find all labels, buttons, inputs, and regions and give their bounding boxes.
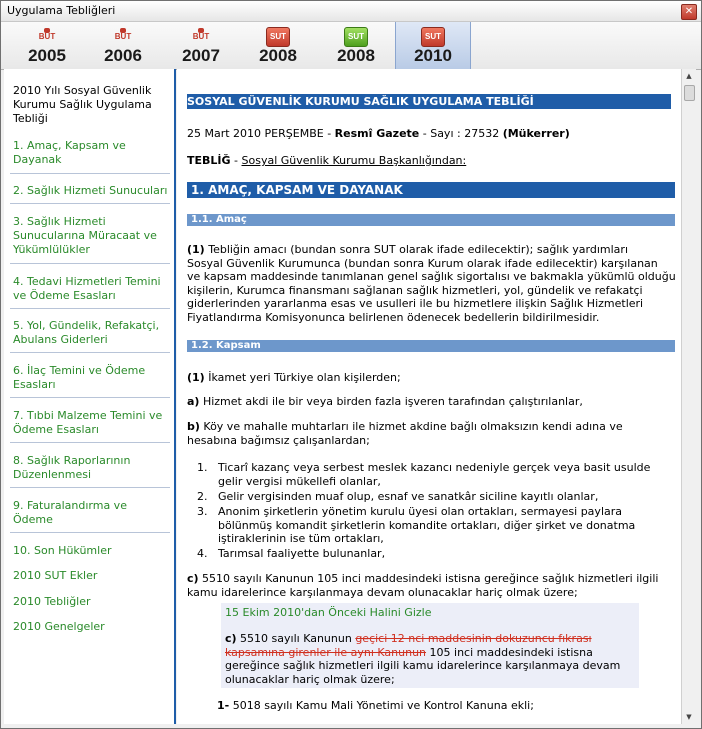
document-view — [177, 69, 681, 724]
list-item-line: Ticarî kazanç veya serbest meslek kazancı nedeniyle gerçek veya basit usulde — [218, 461, 651, 474]
old-item-c — [225, 632, 620, 686]
amac-paragraph — [187, 243, 676, 324]
list-item-line: iştiraklerinin ise tüm ortakları, — [218, 532, 384, 545]
list-item — [218, 547, 385, 561]
item-b — [187, 420, 623, 447]
item-b-line-1 — [187, 420, 623, 434]
teblig-dash: - — [230, 154, 242, 167]
tab-year-label: 2008 — [337, 46, 375, 65]
divider — [10, 487, 170, 488]
amac-line-5: giderlerinden yararlanma esas ve usulleri ile bu hizmetlere ilişkin Sağlık Hizmetleri — [187, 297, 644, 310]
sidebar-item-hizmet-sunuculari[interactable]: 2. Sağlık Hizmeti Sunucuları — [13, 184, 168, 197]
mukerrer-tag: (Mükerrer) — [502, 127, 570, 140]
old-text: 105 inci maddesindeki istisna — [426, 645, 593, 659]
close-button[interactable]: ✕ — [681, 4, 697, 20]
tab-year-label: 2008 — [259, 46, 297, 65]
item-b-text: Köy ve mahalle muhtarları ile hizmet akdine bağlı olmaksızın kendi adına ve — [199, 420, 623, 433]
window-title: Uygulama Tebliğleri — [7, 4, 116, 17]
amac-line-4: kişilerin, Kurumca finansmanı sağlanan sağlık hizmetleri, yol, gündelik ve refakatçi — [187, 283, 643, 297]
old-line-3: gereğince sağlık hizmetleri ilgili kamu idarelerince karşılanmaya devam — [225, 659, 621, 672]
sub-item-text: 5018 sayılı Kamu Mali Yönetimi ve Kontrol Kanuna ekli; — [229, 699, 534, 712]
tab-2010[interactable] — [395, 22, 471, 69]
scroll-up-icon[interactable]: ▲ — [686, 72, 692, 80]
sidebar-item-saglik-raporlari[interactable]: 8. Sağlık Raporlarının Düzenlenmesi — [13, 454, 131, 481]
sidebar-item-genelgeler[interactable]: 2010 Genelgeler — [13, 620, 105, 633]
sidebar — [4, 69, 176, 724]
sidebar-item-son-hukumler[interactable]: 10. Son Hükümler — [13, 544, 112, 557]
section-heading: 1. AMAÇ, KAPSAM VE DAYANAK — [187, 182, 675, 198]
tab-year-label: 2007 — [182, 46, 220, 65]
tab-year-label: 2005 — [28, 46, 66, 65]
list-item-line: bölünmüş komandit şirketlerin komandite ortakları, diğer şirket ve donatma — [218, 518, 636, 532]
document-title-text: SOSYAL GÜVENLİK KURUMU SAĞLIK UYGULAMA TEBLİĞİ — [187, 95, 534, 108]
teblig-issuer: Sosyal Güvenlik Kurumu Başkanlığından: — [241, 154, 467, 167]
sidebar-item-yol-gundelik[interactable]: 5. Yol, Gündelik, Refakatçi, Abulans Giderleri — [13, 319, 160, 346]
item-c — [187, 572, 658, 599]
list-item — [218, 505, 635, 546]
sidebar-item-tedavi[interactable]: 4. Tedavi Hizmetleri Temini ve Ödeme Esasları — [13, 275, 161, 302]
item-label: c) — [225, 632, 237, 645]
but-badge-icon — [35, 28, 59, 44]
deleted-text: kapsamına girenler ile aynı Kanunun — [225, 645, 427, 659]
gazette-name: Resmî Gazete — [334, 127, 420, 140]
old-text: 5510 sayılı Kanunun — [236, 632, 356, 645]
tab-year-label: 2006 — [104, 46, 142, 65]
tab-2005[interactable] — [10, 22, 84, 69]
amac-text: Tebliğin amacı (bundan sonra SUT olarak ifade edilecektir); sağlık yardımları — [204, 243, 628, 256]
item-a — [187, 395, 583, 409]
previous-version-box — [221, 603, 639, 688]
divider — [10, 352, 170, 353]
but-badge-icon — [189, 28, 213, 44]
subsection-amac: 1.1. Amaç — [187, 214, 675, 226]
item-label: c) — [187, 572, 199, 585]
list-number: 2. — [197, 490, 208, 503]
teblig-line — [187, 154, 466, 168]
deleted-text: geçici 12 nci maddesinin dokuzuncu fıkrası — [355, 632, 592, 645]
sut-badge-icon: SUT — [421, 27, 445, 47]
tab-year-label: 2010 — [414, 46, 452, 65]
sidebar-item-amac[interactable]: 1. Amaç, Kapsam ve Dayanak — [13, 139, 126, 166]
divider — [10, 203, 170, 204]
sub-item-1 — [217, 699, 534, 713]
title-bar — [1, 1, 701, 22]
amac-line-3: ve kapsam maddesinde tanımlanan genel sağlık sigortalısı ve bakmakla yükümlü olduğu — [187, 270, 676, 283]
document-title — [187, 94, 671, 109]
divider — [10, 263, 170, 264]
old-line-1 — [225, 632, 620, 646]
sidebar-item-faturalandirma[interactable]: 9. Faturalandırma ve Ödeme — [13, 499, 127, 526]
list-item-line: Tarımsal faaliyette bulunanlar, — [218, 547, 386, 560]
list-number: 4. — [197, 547, 208, 560]
sidebar-item-ilac[interactable]: 6. İlaç Temini ve Ödeme Esasları — [13, 364, 146, 391]
tab-2008-sut[interactable] — [241, 22, 315, 69]
divider — [10, 397, 170, 398]
item-c-text: 5510 sayılı Kanunun 105 inci maddesindeki istisna gereğince sağlık hizmetleri ilgili — [198, 572, 659, 585]
list-item-line: Gelir vergisinden muaf olup, esnaf ve sanatkâr siciline kayıtlı olanlar, — [218, 490, 599, 503]
paragraph-number: (1) — [187, 371, 205, 384]
sidebar-item-ekler[interactable]: 2010 SUT Ekler — [13, 569, 98, 582]
old-line-4: olunacaklar hariç olmak üzere; — [225, 672, 395, 686]
list-number: 1. — [197, 461, 208, 474]
amac-line-6: Fiyatlandırma Komisyonunca belirlenen ödenecek bedellerin bildirilmesidir. — [187, 310, 600, 324]
badge-label: BÜT — [114, 32, 132, 41]
sidebar-item-tibbi-malzeme[interactable]: 7. Tıbbi Malzeme Temini ve Ödeme Esasları — [13, 409, 163, 436]
divider — [10, 308, 170, 309]
list-item — [218, 461, 650, 488]
divider — [10, 442, 170, 443]
paragraph-number: (1) — [187, 243, 205, 256]
tab-2006[interactable] — [86, 22, 160, 69]
scroll-thumb[interactable] — [684, 85, 695, 101]
divider — [10, 173, 170, 174]
divider — [10, 532, 170, 533]
badge-label: BÜT — [38, 32, 56, 41]
subsection-kapsam: 1.2. Kapsam — [187, 340, 675, 352]
list-number: 3. — [197, 505, 208, 518]
sidebar-item-tebligler[interactable]: 2010 Tebliğler — [13, 595, 91, 608]
year-tab-bar — [1, 22, 701, 70]
kapsam-paragraph-1 — [187, 371, 401, 385]
scroll-down-icon[interactable]: ▼ — [686, 713, 692, 721]
item-b-line-2: hesabına bağımsız çalışanlardan; — [187, 433, 370, 447]
date-line — [187, 127, 570, 141]
sut-badge-icon: SUT — [344, 27, 368, 47]
sut-badge-icon: SUT — [266, 27, 290, 47]
tab-2008-sut-green[interactable] — [319, 22, 393, 69]
item-c-line-1 — [187, 572, 658, 586]
kapsam-text: İkamet yeri Türkiye olan kişilerden; — [204, 371, 401, 384]
list-item-line: gelir vergisi mükellefi olanlar, — [218, 474, 381, 488]
tab-2007[interactable] — [164, 22, 238, 69]
item-label: a) — [187, 395, 200, 408]
sidebar-heading: 2010 Yılı Sosyal Güvenlik Kurumu Sağlık Uygulama Tebliği — [13, 84, 152, 125]
list-item — [218, 490, 598, 504]
amac-line-2: Sosyal Güvenlik Kurumunca (bundan sonra Kurum olarak ifade edilecektir) karşılanan — [187, 256, 658, 270]
badge-label: BÜT — [192, 32, 210, 41]
publish-date: 25 Mart 2010 PERŞEMBE - — [187, 127, 335, 140]
vertical-scrollbar[interactable] — [681, 69, 696, 724]
item-label: b) — [187, 420, 200, 433]
gazette-issue: - Sayı : 27532 — [419, 127, 503, 140]
hide-previous-version-link[interactable]: 15 Ekim 2010'dan Önceki Halini Gizle — [225, 606, 432, 619]
old-line-2 — [225, 646, 620, 660]
item-label: 1- — [217, 699, 230, 712]
item-a-text: Hizmet akdi ile bir veya birden fazla işveren tarafından çalıştırılanlar, — [199, 395, 583, 408]
but-badge-icon — [111, 28, 135, 44]
amac-line-1 — [187, 243, 676, 257]
teblig-label: TEBLİĞ — [187, 154, 231, 167]
item-c-line-2: kamu idarelerince karşılanmaya devam olunacaklar hariç olmak üzere; — [187, 585, 578, 599]
sidebar-item-muracaat[interactable]: 3. Sağlık Hizmeti Sunucularına Müracaat ve Yükümlülükler — [13, 215, 157, 256]
list-item-line: Anonim şirketlerin yönetim kurulu üyesi olan ortakları, sermayesi paylara — [218, 505, 622, 518]
